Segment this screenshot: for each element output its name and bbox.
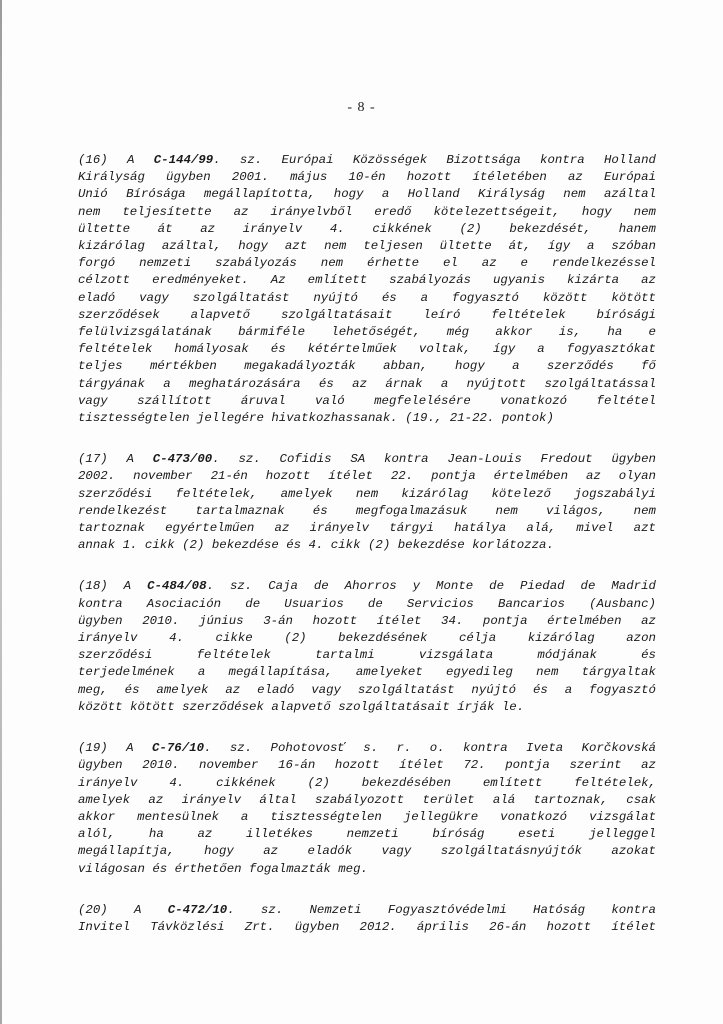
line-text: (17) A	[78, 452, 153, 467]
line-text: tisztességtelen jellegére hivatkozhassanak. (19., 21-22. pontok)	[78, 411, 554, 426]
text-line	[78, 290, 656, 307]
text-line	[78, 393, 656, 410]
line-text: (16) A	[78, 153, 154, 167]
text-line	[78, 740, 656, 757]
text-line	[78, 152, 656, 169]
line-text: teljes mértékben megakadályozták abban, hogy a szerződés fő	[78, 359, 656, 374]
text-line	[78, 699, 656, 716]
text-line	[78, 410, 656, 427]
line-text: ügyben 2010. november 16-án hozott ítélet 72. pontja szerint az	[78, 758, 656, 773]
line-text: célzott eredményeket. Az említett szabályozás ugyanis kizárta az	[78, 273, 656, 288]
line-text: akkor mentesülnek a tisztességtelen jellegükre vonatkozó vizsgálat	[78, 809, 656, 824]
text-line	[78, 664, 656, 681]
text-line	[78, 238, 656, 255]
line-text: feltételek homályosak és kétértelműek voltak, így a fogyasztókat	[78, 342, 656, 357]
document-body	[78, 152, 656, 960]
text-line	[78, 578, 656, 595]
line-text: annak 1. cikk (2) bekezdése és 4. cikk (2) bekezdése korlátozza.	[78, 538, 554, 553]
text-line	[78, 902, 656, 919]
text-line	[78, 792, 656, 809]
text-line	[78, 503, 656, 520]
line-text: . sz. Nemzeti Fogyasztóvédelmi Hatóság kontra	[227, 902, 656, 917]
case-number: C-484/08	[147, 579, 207, 594]
line-text: nem teljesítette az irányelvből eredő kötelezettségeit, hogy nem	[78, 204, 656, 219]
text-line	[78, 919, 656, 936]
line-text: kontra Asociación de Usuarios de Servicios Bancarios (Ausbanc)	[78, 596, 656, 611]
paragraph-p18	[78, 578, 656, 716]
text-line	[78, 630, 656, 647]
line-text: amelyek az irányelv által szabályozott terület alá tartoznak, csak	[78, 792, 656, 807]
line-text: . sz. Európai Közösségek Bizottsága kontra Holland	[213, 153, 656, 167]
text-line	[78, 775, 656, 792]
text-line	[78, 376, 656, 393]
line-text: (18) A	[78, 579, 148, 594]
line-text: ügyben 2010. június 3-án hozott ítélet 34. pontja értelmében az	[78, 613, 656, 628]
text-line	[78, 596, 656, 613]
text-line	[78, 861, 656, 878]
line-text: (20) A	[78, 902, 168, 917]
line-text: szerződések alapvető szolgáltatásait leíró feltételek bírósági	[78, 307, 656, 322]
page-number: - 8 -	[347, 100, 376, 115]
line-text: . sz. Caja de Ahorros y Monte de Piedad de Madrid	[206, 579, 656, 594]
text-line	[78, 682, 656, 699]
text-line	[78, 272, 656, 289]
text-line	[78, 358, 656, 375]
line-text: szerződési feltételek, amelyek nem kizárólag kötelező jogszabályi	[78, 486, 656, 501]
line-text: forgó nemzeti szabályozás nem érhette el az e rendelkezéssel	[78, 256, 656, 271]
line-text: felülvizsgálatának bármiféle lehetőségét, még akkor is, ha e	[78, 325, 656, 340]
text-line	[78, 255, 656, 272]
line-text: ültette át az irányelv 4. cikkének (2) bekezdését, hanem	[78, 221, 656, 236]
case-number: C-76/10	[151, 741, 205, 756]
line-text: kizárólag azáltal, hogy azt nem teljesen ültette át, így a szóban	[78, 239, 656, 254]
line-text: rendelkezést tartalmaznak és megfogalmazásuk nem világos, nem	[78, 503, 656, 518]
text-line	[78, 451, 656, 468]
line-text: megállapítja, hogy az eladók vagy szolgáltatásnyújtók azokat	[78, 844, 656, 859]
text-line	[78, 520, 656, 537]
text-line	[78, 468, 656, 485]
line-text: tárgyának a meghatározására és az árnak a nyújtott szolgáltatással	[78, 376, 656, 391]
line-text: 2002. november 21-én hozott ítélet 22. pontja értelmében az olyan	[78, 469, 656, 484]
text-line	[78, 169, 656, 186]
text-line	[78, 843, 656, 860]
case-number: C-472/10	[167, 902, 228, 917]
case-number: C-473/00	[152, 452, 213, 467]
text-line	[78, 486, 656, 503]
text-line	[78, 324, 656, 341]
line-text: alól, ha az illetékes nemzeti bíróság eseti jelleggel	[78, 827, 656, 842]
text-line	[78, 307, 656, 324]
line-text: . sz. Cofidis SA kontra Jean-Louis Fredout ügyben	[212, 452, 656, 467]
paragraph-p19	[78, 740, 656, 878]
text-line	[78, 647, 656, 664]
text-line	[78, 613, 656, 630]
text-line	[78, 757, 656, 774]
line-text: vagy szállított áruval való megfelelésére vonatkozó feltétel	[78, 393, 656, 408]
line-text: . sz. Pohotovosť s. r. o. kontra Iveta Korčkovská	[204, 741, 656, 756]
line-text: irányelv 4. cikkének (2) bekezdésében említett feltételek,	[78, 775, 656, 790]
paragraph-p16	[78, 152, 656, 427]
line-text: Invitel Távközlési Zrt. ügyben 2012. április 26-án hozott ítélet	[78, 919, 656, 934]
text-line	[78, 537, 656, 554]
text-line	[78, 826, 656, 843]
line-text: szerződési feltételek tartalmi vizsgálata módjának és	[78, 648, 656, 663]
line-text: (19) A	[78, 741, 152, 756]
line-text: eladó vagy szolgáltatást nyújtó és a fogyasztó között kötött	[78, 290, 656, 305]
text-line	[78, 341, 656, 358]
line-text: irányelv 4. cikke (2) bekezdésének célja kizárólag azon	[78, 631, 656, 646]
case-number: C-144/99	[153, 153, 214, 167]
text-line	[78, 186, 656, 203]
text-line	[78, 221, 656, 238]
text-line	[78, 809, 656, 826]
text-line	[78, 204, 656, 221]
line-text: tartoznak egyértelműen az irányelv tárgyi hatálya alá, mivel azt	[78, 521, 656, 536]
line-text: Királyság ügyben 2001. május 10-én hozott ítéletében az Európai	[78, 170, 656, 185]
scan-edge-shadow	[0, 0, 2, 1024]
line-text: Unió Bírósága megállapította, hogy a Holland Királyság nem azáltal	[78, 187, 656, 202]
paragraph-p20	[78, 902, 656, 936]
paragraph-p17	[78, 451, 656, 554]
line-text: között kötött szerződések alapvető szolgáltatásait írják le.	[78, 699, 525, 714]
line-text: meg, és amelyek az eladó vagy szolgáltatást nyújtó és a fogyasztó	[78, 682, 656, 697]
line-text: terjedelmének a megállapítása, amelyeket egyedileg nem tárgyaltak	[78, 665, 656, 680]
line-text: világosan és érthetően fogalmazták meg.	[78, 861, 368, 876]
